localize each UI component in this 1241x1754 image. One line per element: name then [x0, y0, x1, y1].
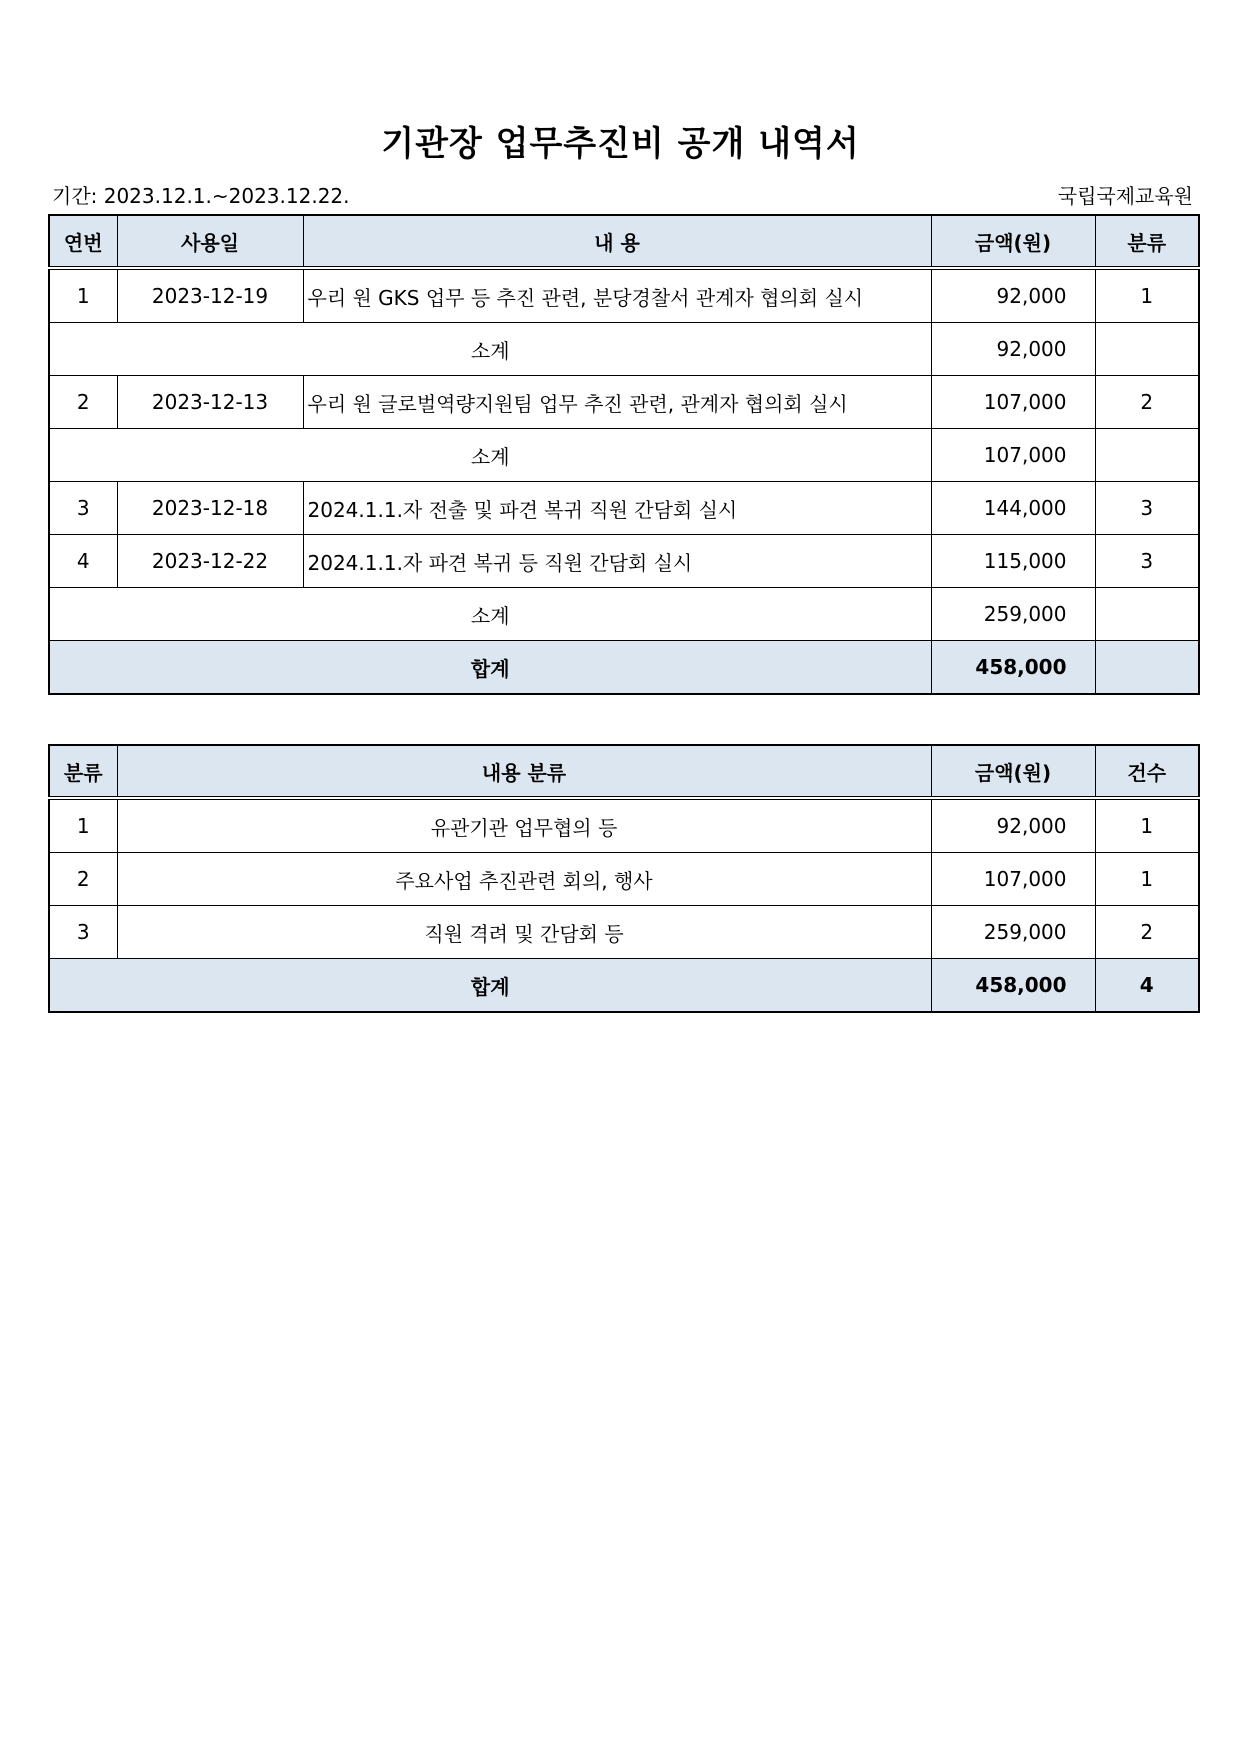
header-category: 분류 — [1095, 215, 1199, 268]
subtotal-row — [49, 323, 1199, 376]
subtotal-row — [49, 588, 1199, 641]
header-amount: 금액(원) — [931, 745, 1095, 798]
row-category: 2 — [49, 853, 117, 906]
row-date: 2023-12-18 — [117, 482, 303, 535]
subtotal-label: 소계 — [49, 323, 931, 376]
row-category: 3 — [49, 906, 117, 959]
table-row — [49, 798, 1199, 853]
row-count: 1 — [1095, 853, 1199, 906]
total-amount: 458,000 — [931, 641, 1095, 695]
row-count: 1 — [1095, 798, 1199, 853]
header-count: 건수 — [1095, 745, 1199, 798]
row-date: 2023-12-22 — [117, 535, 303, 588]
row-category: 1 — [1095, 268, 1199, 323]
row-category: 1 — [49, 798, 117, 853]
subtotal-empty — [1095, 429, 1199, 482]
header-no: 연번 — [49, 215, 117, 268]
row-category: 3 — [1095, 482, 1199, 535]
row-amount: 115,000 — [931, 535, 1095, 588]
subtotal-row — [49, 429, 1199, 482]
total-empty — [1095, 641, 1199, 695]
row-amount: 259,000 — [931, 906, 1095, 959]
table-header-row — [49, 215, 1199, 268]
row-no: 3 — [49, 482, 117, 535]
row-content: 2024.1.1.자 전출 및 파견 복귀 직원 간담회 실시 — [303, 482, 931, 535]
category-summary-table — [48, 744, 1200, 1013]
header-date: 사용일 — [117, 215, 303, 268]
row-content: 2024.1.1.자 파견 복귀 등 직원 간담회 실시 — [303, 535, 931, 588]
row-label: 주요사업 추진관련 회의, 행사 — [117, 853, 931, 906]
row-amount: 107,000 — [931, 853, 1095, 906]
row-no: 4 — [49, 535, 117, 588]
row-date: 2023-12-13 — [117, 376, 303, 429]
total-amount: 458,000 — [931, 959, 1095, 1013]
header-content: 내 용 — [303, 215, 931, 268]
row-content: 우리 원 글로벌역량지원팀 업무 추진 관련, 관계자 협의회 실시 — [303, 376, 931, 429]
row-count: 2 — [1095, 906, 1199, 959]
row-content: 우리 원 GKS 업무 등 추진 관련, 분당경찰서 관계자 협의회 실시 — [303, 268, 931, 323]
header-amount: 금액(원) — [931, 215, 1095, 268]
subtotal-label: 소계 — [49, 429, 931, 482]
subtotal-amount: 259,000 — [931, 588, 1095, 641]
subtotal-label: 소계 — [49, 588, 931, 641]
table-row — [49, 853, 1199, 906]
document-title: 기관장 업무추진비 공개 내역서 — [381, 124, 860, 164]
row-amount: 107,000 — [931, 376, 1095, 429]
header-category: 분류 — [49, 745, 117, 798]
row-amount: 92,000 — [931, 268, 1095, 323]
row-amount: 144,000 — [931, 482, 1095, 535]
table-row — [49, 906, 1199, 959]
total-count: 4 — [1095, 959, 1199, 1013]
header-content-category: 내용 분류 — [117, 745, 931, 798]
total-label: 합계 — [49, 641, 931, 695]
total-row — [49, 959, 1199, 1013]
total-row — [49, 641, 1199, 695]
table-row — [49, 535, 1199, 588]
row-amount: 92,000 — [931, 798, 1095, 853]
subtotal-empty — [1095, 588, 1199, 641]
row-no: 2 — [49, 376, 117, 429]
expense-detail-table — [48, 214, 1200, 695]
row-category: 3 — [1095, 535, 1199, 588]
table-row — [49, 482, 1199, 535]
table-row — [49, 376, 1199, 429]
row-no: 1 — [49, 268, 117, 323]
period-label: 기간: 2023.12.1.~2023.12.22. — [52, 184, 350, 208]
subtotal-empty — [1095, 323, 1199, 376]
subtotal-amount: 92,000 — [931, 323, 1095, 376]
total-label: 합계 — [49, 959, 931, 1013]
row-label: 유관기관 업무협의 등 — [117, 798, 931, 853]
row-label: 직원 격려 및 간담회 등 — [117, 906, 931, 959]
row-date: 2023-12-19 — [117, 268, 303, 323]
row-category: 2 — [1095, 376, 1199, 429]
table-row — [49, 268, 1199, 323]
subtotal-amount: 107,000 — [931, 429, 1095, 482]
organization-name: 국립국제교육원 — [1057, 184, 1193, 208]
table-header-row — [49, 745, 1199, 798]
